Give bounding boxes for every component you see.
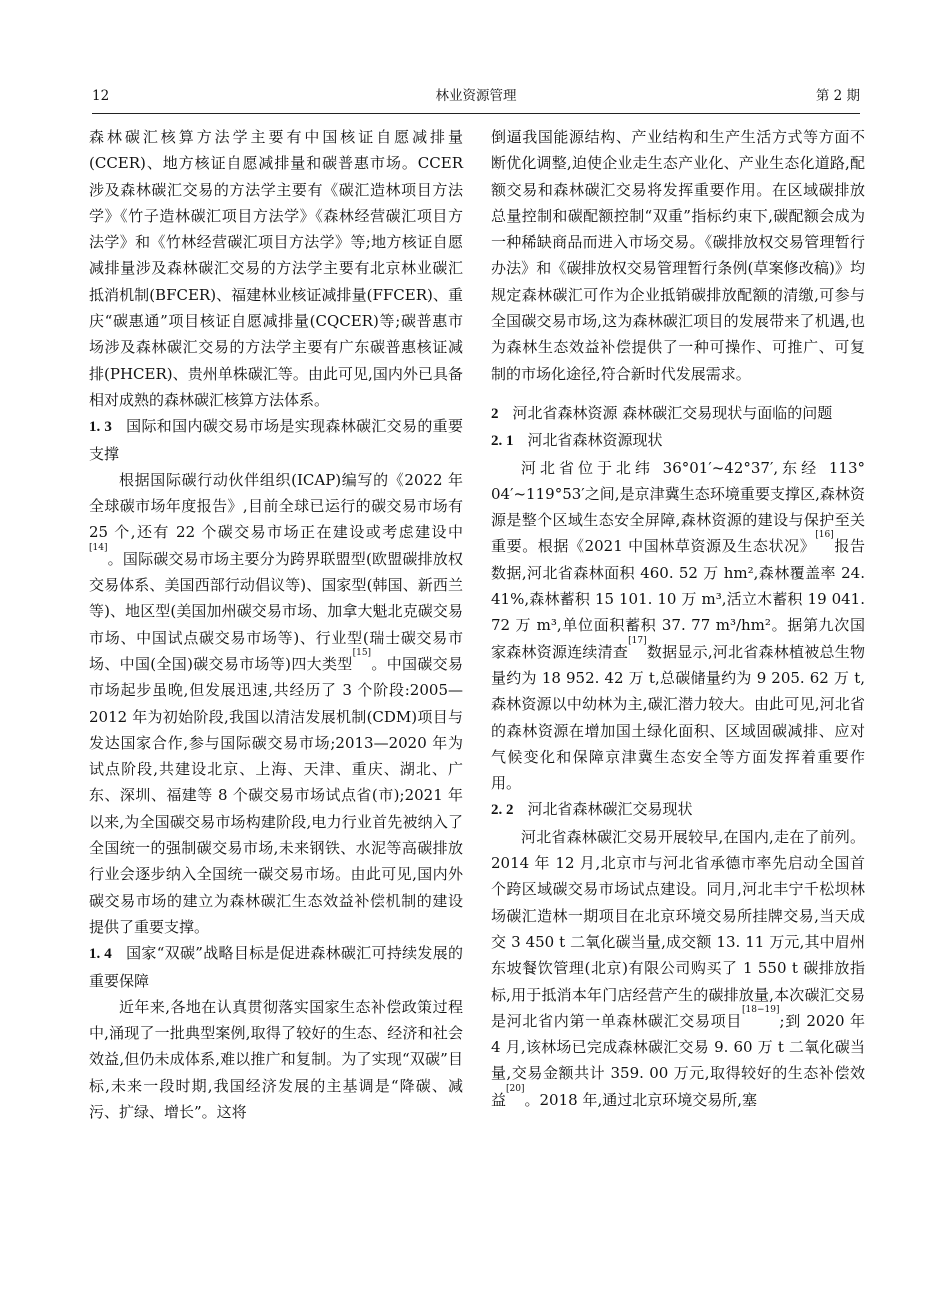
- section-title: 国家“双碳”战略目标是促进森林碳汇可持续发展的重要保障: [89, 944, 464, 990]
- paragraph-methodology: 森林碳汇核算方法学主要有中国核证自愿减排量(CCER)、地方核证自愿减排量和碳普惠市场。CCER 涉及森林碳汇交易的方法学主要有《碳汇造林项目方法学》《竹子造林碳汇项目方法学》《森林经营碳汇项目方法学》和《竹林经营碳汇项目方法学》等;地方核证自愿减排量涉及森林碳汇交易的方法学主要有北京林业碳汇抵消机制(BFCER)、福建林业核证减排量(FFCER)、重庆“碳惠通”项目核证自愿减排量(CQCER)等;碳普惠市场涉及森林碳汇交易的方法学主要有广东碳普惠核证减排(PHCER)、贵州单株碳汇等。由此可见,国内外已具备相对成熟的森林碳汇核算方法体系。: [89, 128, 463, 409]
- section-number: 2. 1: [491, 433, 514, 450]
- section-heading-2-2: [491, 796, 865, 823]
- paragraph-hebei-forest-resources: 河北省位于北纬 36°01′~42°37′,东经 113° 04′~119°53′之间,是京津冀生态环境重要支撑区,森林资源是整个区域生态安全屏障,森林资源的建设与保护至关重要。根据《2021 中国林草资源及生态状况》[16]报告数据,河北省森林面积 460. 52 万 hm²,森林覆盖率 24. 41%,森林蓄积 15 101. 10 万 m³,活立木蓄积 19 041. 72 万 m³,单位面积蓄积 37. 77 m³/hm²。据第九次国家森林资源连续清查[17]数据显示,河北省森林植被总生物量约为 18 952. 42 万 t,总碳储量约为 9 205. 62 万 t,森林资源以中幼林为主,碳汇潜力较大。由此可见,河北省的森林资源在增加国土绿化面积、区域固碳减排、应对气候变化和保障京津冀生态安全等方面发挥着重要作用。: [491, 458, 865, 793]
- section-heading-2-1: [491, 427, 865, 454]
- section-number: 1. 4: [89, 946, 112, 963]
- section-heading-1-4: [89, 940, 463, 994]
- paragraph-hebei-carbon-trading: 河北省森林碳汇交易开展较早,在国内,走在了前列。2014 年 12 月,北京市与河北省承德市率先启动全国首个跨区域碳交易市场试点建设。同月,河北丰宁千松坝林场碳汇造林一期项目在北京环境交易所挂牌交易,当天成交 3 450 t 二氧化碳当量,成交额 13. 11 万元,其中眉州东坡餐饮管理(北京)有限公司购买了 1 550 t 碳排放指标,用于抵消本年门店经营产生的碳排放量,本次碳汇交易是河北省内第一单森林碳汇交易项目[18−19];到 2020 年 4 月,该林场已完成森林碳汇交易 9. 60 万 t 二氧化碳当量,交易金额共计 359. 00 万元,取得较好的生态补偿效益[20]。2018 年,通过北京环境交易所,塞: [491, 827, 865, 1109]
- left-column: [89, 124, 463, 1125]
- header-rule: [92, 113, 860, 114]
- section-title: 国际和国内碳交易市场是实现森林碳汇交易的重要支撑: [89, 417, 463, 463]
- section-number: 2. 2: [491, 802, 514, 819]
- paragraph-carbon-markets: 根据国际碳行动伙伴组织(ICAP)编写的《2022 年全球碳市场年度报告》,目前全球已运行的碳交易市场有 25 个,还有 22 个碳交易市场正在建设或考虑建设中[14]。国际碳交易市场主要分为跨界联盟型(欧盟碳排放权交易体系、美国西部行动倡议等)、国家型(韩国、新西兰等)、地区型(美国加州碳交易市场、加拿大魁北克碳交易市场、中国试点碳交易市场等)、行业型(瑞士碳交易市场、中国(全国)碳交易市场等)四大类型[15]。中国碳交易市场起步虽晚,但发展迅速,共经历了 3 个阶段:2005—2012 年为初始阶段,我国以清洁发展机制(CDM)项目与发达国家合作,参与国际碳交易市场;2013—2020 年为试点阶段,共建设北京、上海、天津、重庆、湖北、广东、深圳、福建等 8 个碳交易市场试点省(市);2021 年以来,为全国碳交易市场构建阶段,电力行业首先被纳入了全国统一的强制碳交易市场,未来钢铁、水泥等高碳排放行业会逐步纳入全国统一碳交易市场。由此可见,国内外碳交易市场的建立为森林碳汇生态效益补偿机制的建设提供了重要支撑。: [89, 470, 463, 936]
- section-title: 河北省森林资源现状: [527, 431, 663, 450]
- section-number: 1. 3: [89, 419, 112, 436]
- section-title: 河北省森林碳汇交易现状: [527, 800, 693, 819]
- paragraph-dual-carbon: 近年来,各地在认真贯彻落实国家生态补偿政策过程中,涌现了一批典型案例,取得了较好的生态、经济和社会效益,但仍未成体系,难以推广和复制。为了实现“双碳”目标,未来一段时期,我国经济发展的主基调是“降碳、减污、扩绿、增长”。这将: [89, 997, 463, 1121]
- right-column: [491, 124, 865, 1113]
- section-number: 2: [491, 405, 499, 422]
- journal-title: 林业资源管理: [435, 88, 517, 104]
- section-heading-2: [491, 400, 865, 427]
- citation-14: [14]: [89, 542, 108, 553]
- running-header: [92, 86, 860, 110]
- issue-number: 第 2 期: [815, 88, 860, 104]
- paragraph-policy-continued: 倒逼我国能源结构、产业结构和生产生活方式等方面不断优化调整,迫使企业走生态产业化、产业生态化道路,配额交易和森林碳汇交易将发挥重要作用。在区域碳排放总量控制和碳配额控制“双重”指标约束下,碳配额会成为一种稀缺商品而进入市场交易。《碳排放权交易管理暂行办法》和《碳排放权交易管理暂行条例(草案修改稿)》均规定森林碳汇可作为企业抵销碳排放配额的清缴,可参与全国碳交易市场,这为森林碳汇项目的发展带来了机遇,也为森林生态效益补偿提供了一种可操作、可推广、可复制的市场化途径,符合新时代发展需求。: [491, 128, 865, 383]
- section-gap: [491, 387, 865, 400]
- section-heading-1-3: [89, 413, 463, 467]
- citation-15: [15]: [352, 647, 372, 658]
- citation-17: [17]: [628, 635, 647, 646]
- citation-20: [20]: [506, 1083, 525, 1094]
- page-number: 12: [92, 88, 110, 104]
- citation-18-19: [18−19]: [742, 1004, 780, 1015]
- citation-16: [16]: [815, 530, 834, 541]
- section-title: 河北省森林资源 森林碳汇交易现状与面临的问题: [512, 403, 833, 422]
